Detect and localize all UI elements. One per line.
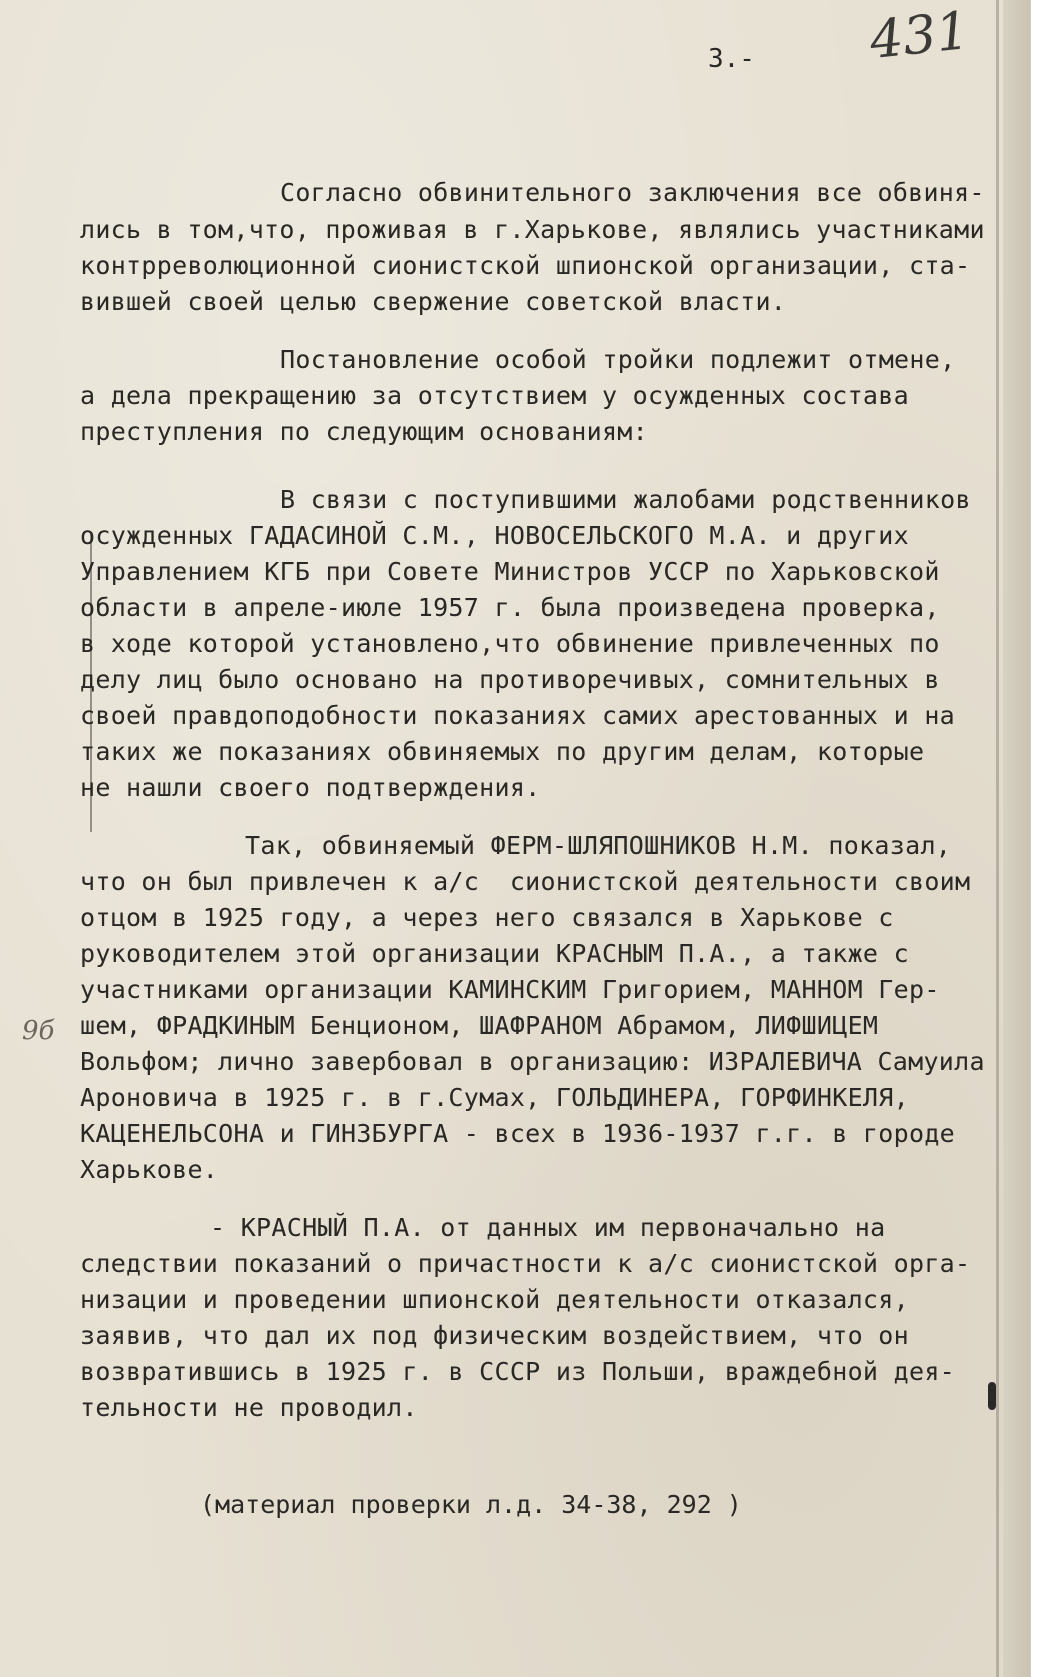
text-line: Постановление особой тройки подлежит отмене,: [280, 345, 956, 374]
text-line: не нашли своего подтверждения.: [80, 773, 541, 802]
text-line: следствии показаний о причастности к а/с сионистской орга-: [80, 1249, 971, 1278]
text-line: в ходе которой установлено,что обвинение привлеченных по: [80, 629, 940, 658]
text-line: своей правдоподобности показаниях самих арестованных и на: [80, 701, 956, 730]
ink-mark: [988, 1382, 996, 1410]
text-line: руководителем этой организации КРАСНЫМ П.А., а также с: [80, 939, 909, 968]
sheet-edge-shadow: [996, 0, 999, 1677]
underlying-sheet-edge: [1003, 0, 1049, 1677]
text-line: а дела прекращению за отсутствием у осужденных состава: [80, 381, 909, 410]
text-line: Харькове.: [80, 1155, 219, 1184]
text-line: отцом в 1925 году, а через него связался в Харькове с: [80, 903, 894, 932]
text-line: контрреволюционной сионистской шпионской организации, ста-: [80, 251, 971, 280]
text-line: Ароновича в 1925 г. в г.Сумах, ГОЛЬДИНЕРА, ГОРФИНКЕЛЯ,: [80, 1083, 909, 1112]
text-line: Управлением КГБ при Совете Министров УССР по Харьковской: [80, 557, 940, 586]
handwritten-folio-number: 431: [867, 0, 973, 72]
text-line: участниками организации КАМИНСКИМ Григорием, МАННОМ Гер-: [80, 975, 940, 1004]
text-line: преступления по следующим основаниям:: [80, 417, 648, 446]
text-line: КАЦЕНЕЛЬСОНА и ГИНЗБУРГА - всех в 1936-1937 г.г. в городе: [80, 1119, 956, 1148]
text-line: низации и проведении шпионской деятельности отказался,: [80, 1285, 909, 1314]
handwritten-margin-note: 9б: [22, 1016, 55, 1046]
text-line: таких же показаниях обвиняемых по другим делам, которые: [80, 737, 925, 766]
text-line: шем, ФРАДКИНЫМ Бенционом, ШАФРАНОМ Абрамом, ЛИФШИЦЕМ: [80, 1011, 879, 1040]
text-line: Так, обвиняемый ФЕРМ-ШЛЯПОШНИКОВ Н.М. показал,: [245, 831, 952, 860]
text-line: Вольфом; лично завербовал в организацию: ИЗРАЛЕВИЧА Самуила: [80, 1047, 985, 1076]
text-line: - КРАСНЫЙ П.А. от данных им первоначально на: [210, 1213, 886, 1242]
text-line: что он был привлечен к а/с сионистской деятельности своим: [80, 867, 971, 896]
text-line: В связи с поступившими жалобами родственников: [280, 485, 971, 514]
text-line: Согласно обвинительного заключения все обвиня-: [280, 178, 985, 207]
text-line: области в апреле-июле 1957 г. была произведена проверка,: [80, 593, 940, 622]
page-number: 3.-: [708, 44, 755, 74]
text-line: осужденных ГАДАСИНОЙ С.М., НОВОСЕЛЬСКОГО М.А. и других: [80, 521, 909, 550]
text-line: возвратившись в 1925 г. в СССР из Польши, враждебной дея-: [80, 1357, 956, 1386]
text-line: вившей своей целью свержение советской власти.: [80, 287, 787, 316]
reference-note: (материал проверки л.д. 34-38, 292 ): [200, 1490, 742, 1519]
text-line: заявив, что дал их под физическим воздействием, что он: [80, 1321, 909, 1350]
text-line: тельности не проводил.: [80, 1393, 418, 1422]
text-line: лись в том,что, проживая в г.Харькове, являлись участниками: [80, 215, 985, 244]
text-line: делу лиц было основано на противоречивых, сомнительных в: [80, 665, 940, 694]
